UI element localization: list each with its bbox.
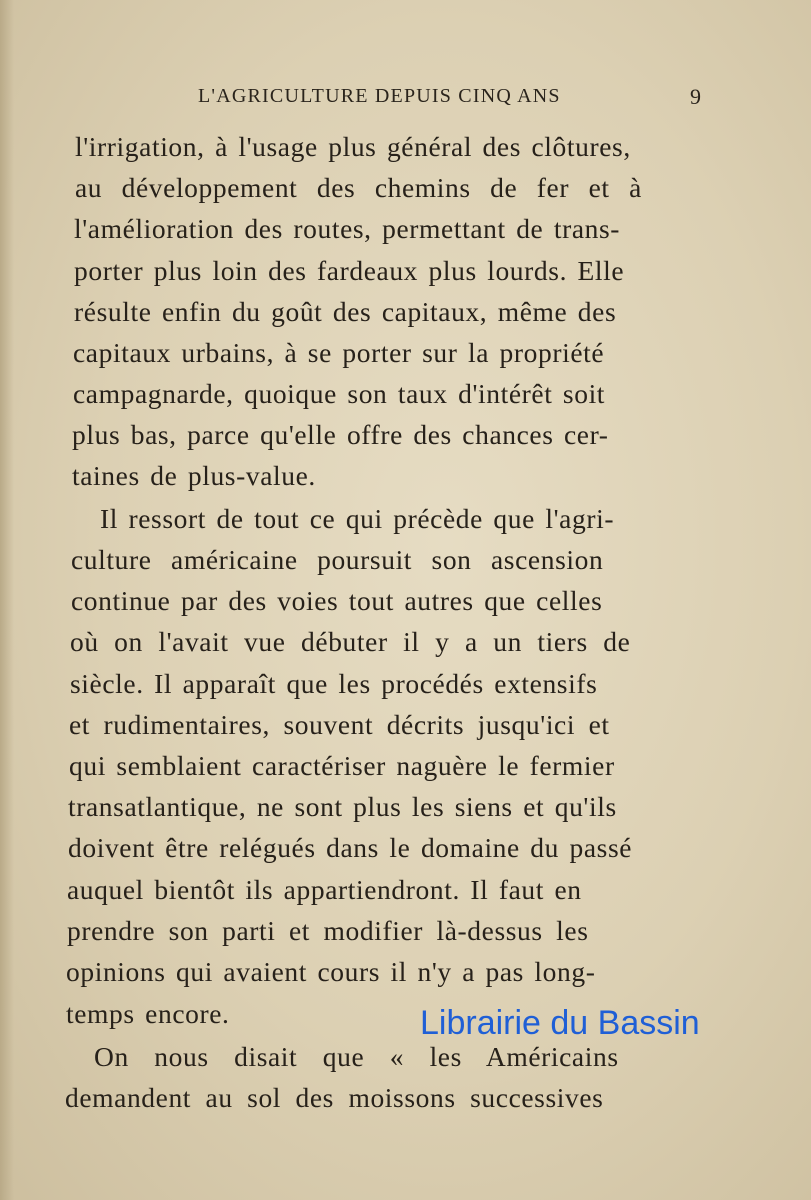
watermark: Librairie du Bassin — [420, 1004, 700, 1042]
text-line: culture américaine poursuit son ascension — [71, 544, 604, 575]
text-line: qui semblaient caractériser naguère le fermier — [69, 750, 615, 781]
text-line: demandent au sol des moissons successives — [65, 1082, 604, 1113]
text-line: doivent être relégués dans le domaine du passé — [68, 832, 633, 863]
text-line: prendre son parti et modifier là-dessus les — [67, 915, 589, 946]
text-line: et rudimentaires, souvent décrits jusqu'ici et — [69, 709, 610, 740]
text-line: temps encore. — [66, 998, 230, 1029]
paragraph-start-line: On nous disait que « les Américains — [94, 1041, 619, 1072]
text-line: plus bas, parce qu'elle offre des chances cer- — [72, 419, 609, 450]
text-line: où on l'avait vue débuter il y a un tiers de — [70, 626, 631, 657]
text-line: taines de plus-value. — [72, 460, 316, 491]
text-line: capitaux urbains, à se porter sur la propriété — [73, 337, 605, 368]
text-line: résulte enfin du goût des capitaux, même des — [74, 296, 617, 327]
text-line: campagnarde, quoique son taux d'intérêt soit — [73, 378, 606, 409]
paragraph-start-line: Il ressort de tout ce qui précède que l'agri- — [100, 503, 615, 534]
text-line: porter plus loin des fardeaux plus lourds. Elle — [74, 255, 625, 286]
page-edge-shadow — [0, 0, 14, 1200]
text-line: continue par des voies tout autres que celles — [71, 585, 603, 616]
text-line: opinions qui avaient cours il n'y a pas long- — [66, 956, 596, 987]
page-number: 9 — [690, 84, 701, 109]
text-line: transatlantique, ne sont plus les siens et qu'ils — [68, 791, 617, 822]
text-line: siècle. Il apparaît que les procédés extensifs — [70, 668, 598, 699]
text-line: au développement des chemins de fer et à — [75, 172, 642, 203]
running-title: L'AGRICULTURE DEPUIS CINQ ANS — [198, 85, 561, 107]
text-line: l'irrigation, à l'usage plus général des clôtures, — [75, 131, 631, 162]
text-line: auquel bientôt ils appartiendront. Il faut en — [67, 874, 582, 905]
text-line: l'amélioration des routes, permettant de trans- — [74, 213, 621, 244]
